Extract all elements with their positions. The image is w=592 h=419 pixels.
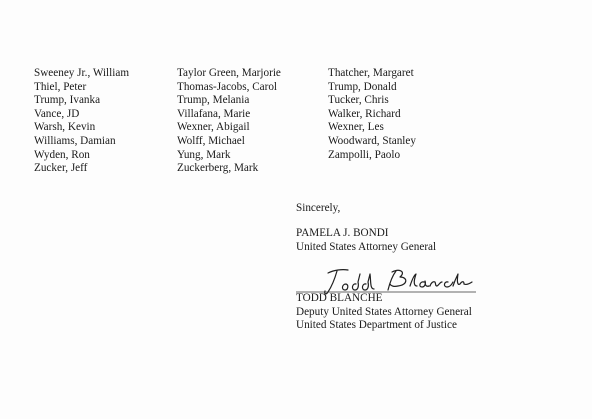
name-entry: Warsh, Kevin [34,121,96,134]
signatory-title: United States Attorney General [296,240,437,253]
name-entry: Wexner, Les [328,121,384,134]
signatory-block-1 [296,227,436,254]
name-entry: Trump, Ivanka [34,94,101,107]
name-entry: Wyden, Ron [34,148,90,161]
name-entry: Walker, Richard [328,107,401,120]
name-entry: Vance, JD [34,107,80,120]
names-column-1 [34,67,129,176]
signatory-title: Deputy United States Attorney General [296,305,472,318]
name-entry: Yung, Mark [177,148,231,161]
name-entry: Taylor Green, Marjorie [177,67,281,79]
name-entry: Trump, Donald [328,80,397,93]
name-entry: Villafana, Marie [177,107,251,120]
signatory-block-2 [296,292,472,333]
signatory-name: TODD BLANCHE [296,292,383,304]
name-entry: Wexner, Abigail [177,121,250,134]
name-entry: Thatcher, Margaret [328,67,414,79]
name-entry: Woodward, Stanley [328,134,416,147]
name-entry: Tucker, Chris [328,94,389,107]
name-entry: Sweeney Jr., William [34,67,130,79]
name-entry: Zucker, Jeff [34,162,88,175]
names-column-3 [328,67,416,162]
name-entry: Zampolli, Paolo [328,148,401,161]
signatory-department: United States Department of Justice [296,319,457,332]
name-entry: Zuckerberg, Mark [177,162,259,175]
name-entry: Thiel, Peter [34,80,87,93]
closing-salutation: Sincerely, [296,202,341,214]
name-entry: Thomas-Jacobs, Carol [177,80,278,93]
name-entry: Trump, Melania [177,94,250,107]
name-entry: Wolff, Michael [177,134,245,147]
signatory-name: PAMELA J. BONDI [296,227,389,239]
names-column-2 [177,67,281,176]
name-entry: Williams, Damian [34,134,116,147]
